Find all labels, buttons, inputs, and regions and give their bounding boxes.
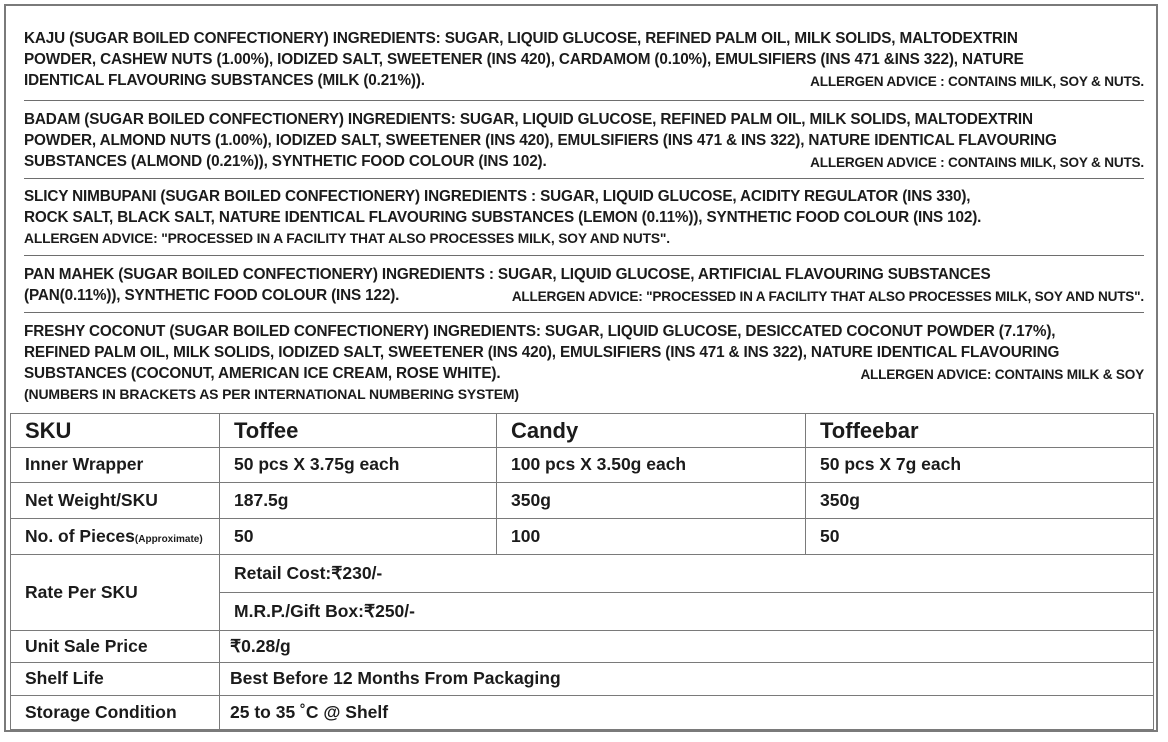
table-cell: 100 [497,518,806,554]
table-cell: 350g [806,482,1154,518]
table-header-cell: Toffee [220,414,497,448]
product-label [4,4,1158,732]
ingredient-line: FRESHY COCONUT (SUGAR BOILED CONFECTIONERY) INGREDIENTS: SUGAR, LIQUID GLUCOSE, DESICCATED COCONUT POWDER (7.17%), [24,323,1056,340]
divider [24,255,1144,256]
ingredient-line: REFINED PALM OIL, MILK SOLIDS, IODIZED SALT, SWEETENER (INS 420), EMULSIFIERS (INS 471 & INS 322), NATURE IDENTICAL FLAVOURING [24,344,1060,361]
table-row [11,695,1154,729]
row-label: Storage Condition [11,695,220,729]
row-label: Unit Sale Price [11,631,220,663]
ingredient-line: POWDER, CASHEW NUTS (1.00%), IODIZED SALT, SWEETENER (INS 420), CARDAMOM (0.10%), EMULSIFIERS (INS 471 &INS 322), NATURE [24,51,1024,68]
row-label: Shelf Life [11,663,220,695]
allergen-advice: ALLERGEN ADVICE: "PROCESSED IN A FACILITY THAT ALSO PROCESSES MILK, SOY AND NUTS". [24,231,670,246]
table-row [11,555,1154,592]
ingredient-line: ROCK SALT, BLACK SALT, NATURE IDENTICAL FLAVOURING SUBSTANCES (LEMON (0.11%)), SYNTHETIC FOOD COLOUR (INS 102). [24,209,982,226]
ingredient-line: SUBSTANCES (COCONUT, AMERICAN ICE CREAM, ROSE WHITE). [24,365,501,382]
table-cell: ₹0.28/g [220,631,1154,663]
table-cell: 187.5g [220,482,497,518]
ingredient-line: SLICY NIMBUPANI (SUGAR BOILED CONFECTIONERY) INGREDIENTS : SUGAR, LIQUID GLUCOSE, ACIDITY REGULATOR (INS 330), [24,188,971,205]
table-row [11,448,1154,482]
allergen-advice: ALLERGEN ADVICE: "PROCESSED IN A FACILITY THAT ALSO PROCESSES MILK, SOY AND NUTS". [511,289,1144,304]
table-cell: 350g [497,482,806,518]
table-cell: Best Before 12 Months From Packaging [220,663,1154,695]
ingredient-line: (PAN(0.11%)), SYNTHETIC FOOD COLOUR (INS 122). [24,287,400,304]
ingredient-line: IDENTICAL FLAVOURING SUBSTANCES (MILK (0.21%)). [24,72,425,89]
table-row [11,482,1154,518]
table-row [11,518,1154,554]
table-cell: 50 [806,518,1154,554]
divider [24,100,1144,101]
ingredients-pan-mahek [24,264,1144,306]
divider [24,178,1144,179]
approximate-note: (Approximate) [134,534,203,546]
table-header-cell: Candy [497,414,806,448]
ingredients-kaju [24,28,1144,91]
divider [24,312,1144,313]
ingredient-line: PAN MAHEK (SUGAR BOILED CONFECTIONERY) INGREDIENTS : SUGAR, LIQUID GLUCOSE, ARTIFICIAL FLAVOURING SUBSTANCES [24,266,991,283]
ingredients-badam [24,109,1144,172]
table-cell: 50 [220,518,497,554]
row-label: Net Weight/SKU [11,482,220,518]
pieces-label: No. of Pieces [25,526,135,547]
row-label: Rate Per SKU [11,555,220,631]
table-cell: 50 pcs X 7g each [806,448,1154,482]
table-header-row [11,414,1154,448]
table-header-cell: SKU [11,414,220,448]
sku-table [10,413,1154,730]
ingredients-nimbupani [24,186,1144,249]
table-cell: 25 to 35 ˚C @ Shelf [220,695,1154,729]
ingredient-line: SUBSTANCES (ALMOND (0.21%)), SYNTHETIC FOOD COLOUR (INS 102). [24,153,547,170]
ingredients-coconut [24,321,1144,405]
allergen-advice: ALLERGEN ADVICE: CONTAINS MILK & SOY [860,367,1144,382]
allergen-advice: ALLERGEN ADVICE : CONTAINS MILK, SOY & NUTS. [810,155,1144,170]
table-cell: 100 pcs X 3.50g each [497,448,806,482]
mrp-gift-box: M.R.P./Gift Box:₹250/- [220,592,1154,630]
table-cell: 50 pcs X 3.75g each [220,448,497,482]
ingredient-line: POWDER, ALMOND NUTS (1.00%), IODIZED SALT, SWEETENER (INS 420), EMULSIFIERS (INS 471 & INS 322), NATURE IDENTICAL FLAVOURING [24,132,1057,149]
row-label [11,518,220,554]
row-label: Inner Wrapper [11,448,220,482]
table-row [11,663,1154,695]
ingredient-line: BADAM (SUGAR BOILED CONFECTIONERY) INGREDIENTS: SUGAR, LIQUID GLUCOSE, REFINED PALM OIL, MILK SOLIDS, MALTODEXTRIN [24,111,1033,128]
retail-cost: Retail Cost:₹230/- [220,555,1154,592]
ingredient-line: KAJU (SUGAR BOILED CONFECTIONERY) INGREDIENTS: SUGAR, LIQUID GLUCOSE, REFINED PALM OIL, MILK SOLIDS, MALTODEXTRIN [24,30,1018,47]
allergen-advice: ALLERGEN ADVICE : CONTAINS MILK, SOY & NUTS. [810,74,1144,89]
table-row [11,631,1154,663]
table-header-cell: Toffeebar [806,414,1154,448]
ins-note: (NUMBERS IN BRACKETS AS PER INTERNATIONAL NUMBERING SYSTEM) [24,386,519,402]
